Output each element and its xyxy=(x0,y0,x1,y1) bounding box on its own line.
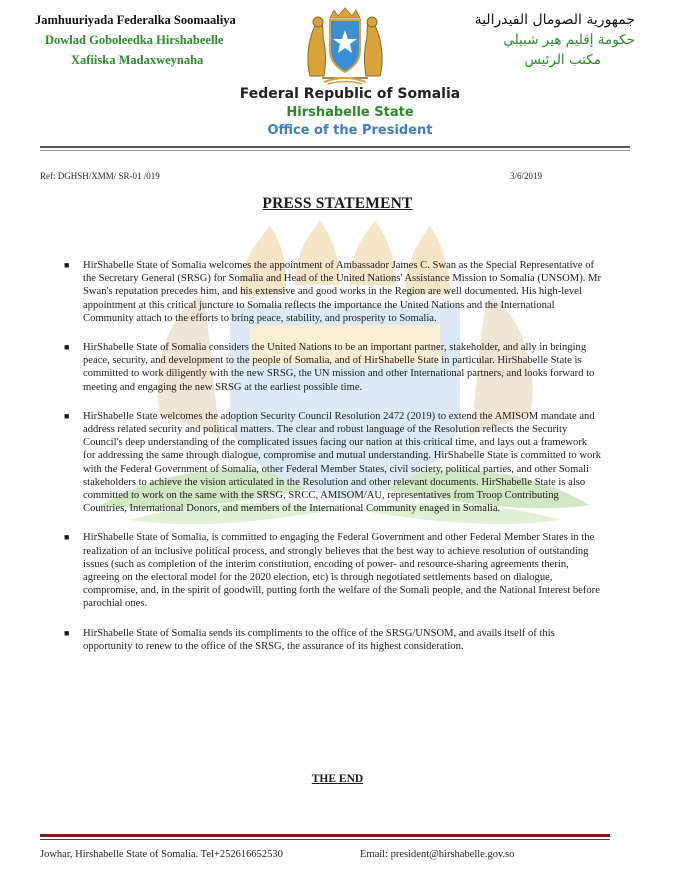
reference-number: Ref: DGHSH/XMM/ SR-01 /019 xyxy=(40,171,160,181)
closing-the-end: THE END xyxy=(311,773,364,785)
list-item xyxy=(62,341,602,394)
footer-divider xyxy=(40,834,610,837)
footer-divider-thin xyxy=(40,839,610,840)
bullet-icon: ■ xyxy=(64,342,70,353)
paragraph-text: HirShabelle State of Somalia, is committed to engaging the Federal Government and other Federal Member States in the realization of an inclusive political process, and strongly believes that the best way to achieve resolution of outstanding issues (such as completion of the interim constitution, encoding of power- and resource-sharing agreements therin, agreeing on the electoral model for the 2020 election, etc) is through negotiated settlements based on dialogue, compromise, and, in the spirit of goodwill, putting forth the welfare of the Somali people, and the National Interest before parochial ones. xyxy=(83,532,600,610)
footer-email[interactable]: Email: president@hirshabelle.gov.so xyxy=(360,849,515,860)
header-center-english xyxy=(200,86,500,138)
document-title: PRESS STATEMENT xyxy=(262,195,413,212)
statement-paragraphs xyxy=(62,259,602,653)
paragraph-text: HirShabelle State welcomes the adoption Security Council Resolution 2472 (2019) to extend the AMISOM mandate and address related security and political matters. The clear and robust language of the Resolution reflects the Security Council's deep understanding of the complicated issues facing our nation at this critical time, and lays out a framework for addressing the same through dialogue, compromise and mutual understanding. HirShabelle State is committed to work with the Federal Government of Somalia, other Federal Member States, civil society, political parties, and other Somali stakeholders to achieve the vision articulated in the Resolution and other relevant documents. HirShabelle State is also committed to work on the same with the SRSG, SRCC, AMISOM/AU, representatives from Troop Contributing Countries, International Donors, and members of the International Community enaged in Somalia. xyxy=(83,410,602,515)
paragraph-text: HirShabelle State of Somalia considers the United Nations to be an important partner, stakeholder, and ally in bringing peace, security, and development to the people of Somalia, and of HirShabelle State in particular. HirShabelle State is committed to work diligently with the new SRSG, the UN mission and other International partners, and looks forward to meeting and engaging the new SRSG at the earliest possible time. xyxy=(83,342,595,393)
list-item xyxy=(62,531,602,610)
header-left-line2: Dowlad Goboleedka Hirshabeelle xyxy=(45,33,224,47)
bullet-icon: ■ xyxy=(64,627,70,638)
list-item xyxy=(62,259,602,325)
header-center-line1: Federal Republic of Somalia xyxy=(239,86,461,102)
somalia-emblem-icon xyxy=(300,6,390,86)
bullet-icon: ■ xyxy=(64,410,70,421)
paragraph-text: HirShabelle State of Somalia sends its compliments to the office of the SRSG/UNSOM, and avails itself of this opportunity to renew to the office of the SRSG, the assurance of its highest consideration. xyxy=(83,627,555,652)
header-left-line1: Jamhuuriyada Federalka Soomaaliya xyxy=(35,13,236,27)
header-center-line3: Office of the President xyxy=(267,123,433,138)
bullet-icon: ■ xyxy=(64,260,70,270)
document-date: 3/6/2019 xyxy=(510,171,543,181)
header-right-arabic xyxy=(425,12,635,68)
header-left-somali xyxy=(35,13,265,68)
header-divider xyxy=(40,146,630,148)
list-item xyxy=(62,627,602,653)
footer-address: Jowhar, Hirshabelle State of Somalia. Tel+25261665253​0 xyxy=(40,849,283,860)
paragraph-text: HirShabelle State of Somalia welcomes the appointment of Ambassador James C. Swan as the Special Representative of the Secretary General (SRSG) for Somalia and Head of the United Nations' Assistance Mission to Somalia (UNSOM). Mr Swan's reputation precedes him, and his extensive and good works in the Region are well documented. His high-level appointment at this critical juncture to Somalia reflects the importance the United Nations and the International Community attach to the efforts to bring peace, stability, and prosperity to Somalia. xyxy=(83,260,601,324)
header-divider-thin xyxy=(40,150,630,151)
list-item xyxy=(62,410,602,516)
header-left-line3: Xafiiska Madaxweynaha xyxy=(71,53,204,67)
bullet-icon: ■ xyxy=(64,532,70,543)
header-right-line3: مكتب الرئيس xyxy=(524,52,601,68)
header-right-line1: جمهورية الصومال الفيدرالية xyxy=(474,12,635,28)
header-right-line2: حكومة إقليم هير شبيلي xyxy=(503,32,635,48)
header-center-line2: Hirshabelle State xyxy=(286,105,414,120)
